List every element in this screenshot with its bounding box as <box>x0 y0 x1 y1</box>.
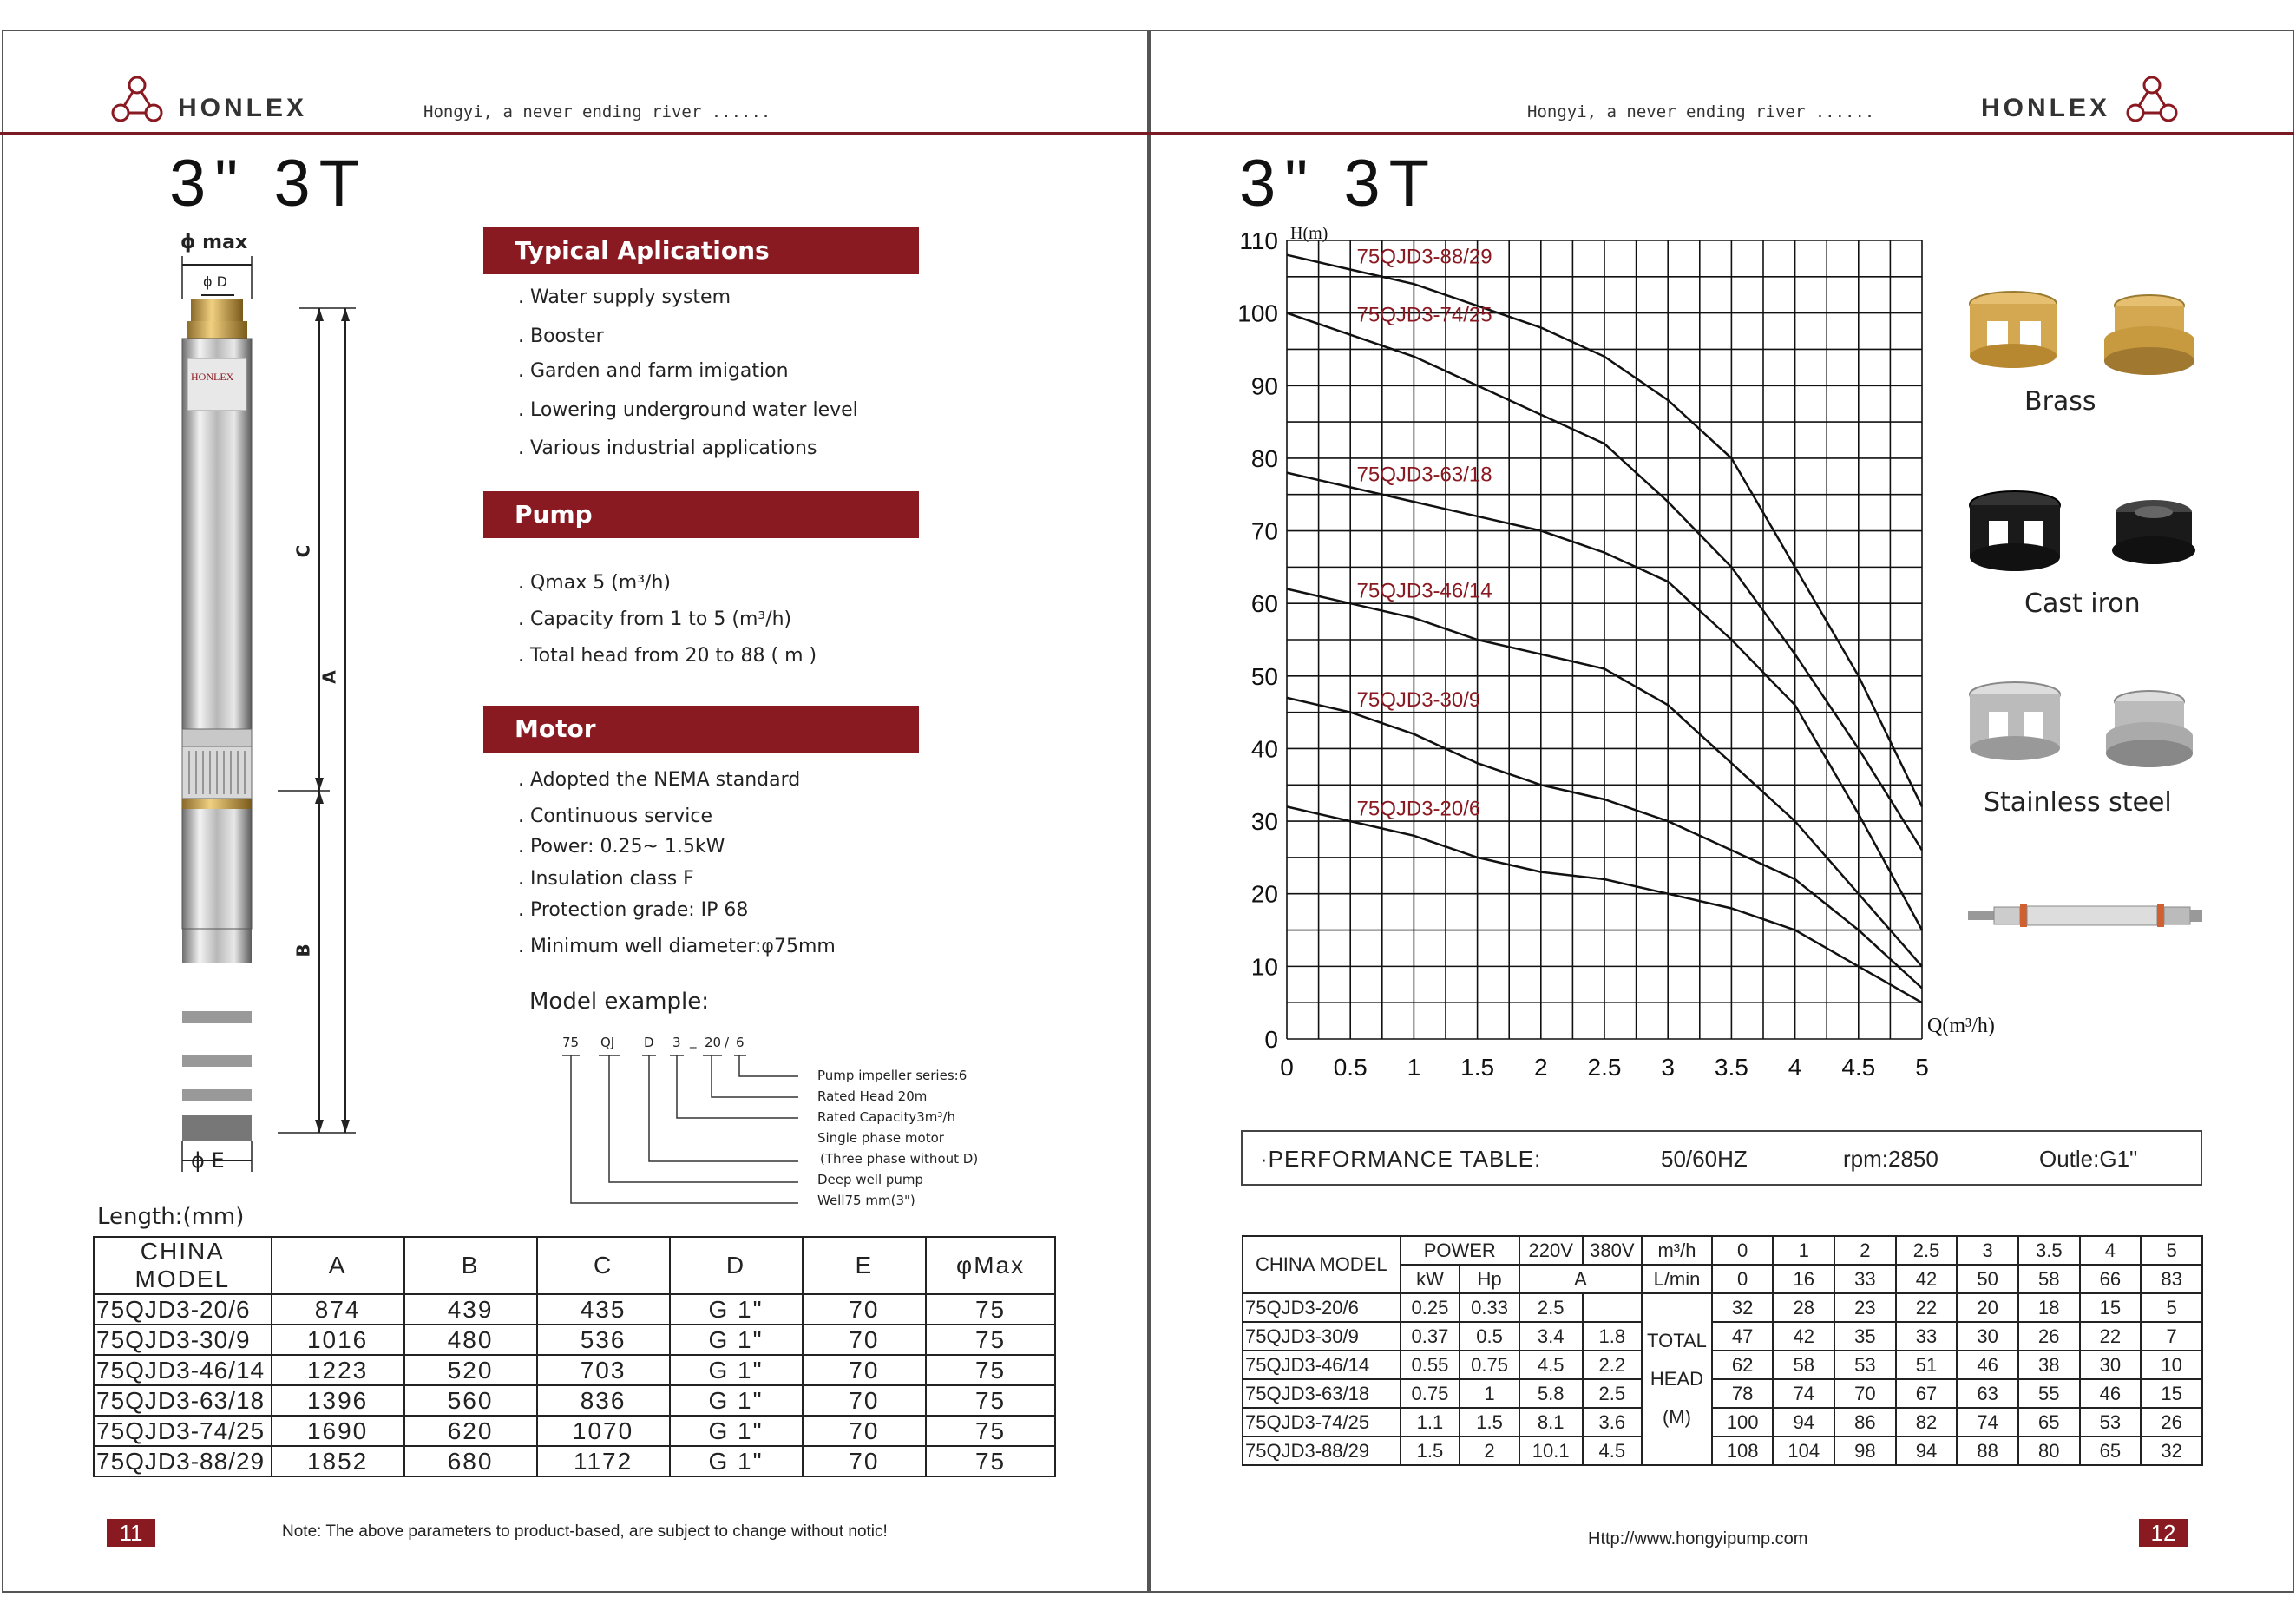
y-tick-label: 100 <box>1237 299 1278 327</box>
x-tick-label: 2 <box>1534 1054 1548 1081</box>
cell: 8.1 <box>1519 1408 1583 1437</box>
q-cell: 1 <box>1773 1236 1834 1265</box>
app-item-3: . Garden and farm imigation <box>518 360 789 382</box>
honlex-logo-icon <box>108 71 169 132</box>
cell: 38 <box>2018 1351 2080 1379</box>
code-slash: / <box>725 1035 730 1050</box>
m-label: (M) <box>1662 1406 1691 1428</box>
col-header: A <box>272 1237 404 1294</box>
y-tick-label: 0 <box>1264 1026 1278 1053</box>
pump-side-image <box>1968 894 2202 937</box>
cell: 536 <box>537 1325 670 1355</box>
cell: 35 <box>1834 1322 1896 1351</box>
pump-diagram <box>148 230 373 1185</box>
cell-model: 75QJD3-20/6 <box>1243 1293 1401 1322</box>
cell: 33 <box>1896 1322 1958 1351</box>
cell: 10 <box>2141 1351 2202 1379</box>
cell: 70 <box>803 1355 927 1385</box>
cell: 30 <box>2080 1351 2142 1379</box>
cell: 520 <box>404 1355 537 1385</box>
app-item-2: . Booster <box>518 325 604 347</box>
motor-item-6: . Minimum well diameter:φ75mm <box>518 936 836 957</box>
cell: 435 <box>537 1294 670 1325</box>
y-axis-label: H(m) <box>1290 224 1328 243</box>
cell: 0.5 <box>1460 1322 1519 1351</box>
code-dash: _ <box>690 1033 697 1049</box>
lmin-cell: 58 <box>2018 1265 2080 1293</box>
cell: 874 <box>272 1294 404 1325</box>
cell: 2.5 <box>1519 1293 1583 1322</box>
tagline-right: Hongyi, a never ending river ...... <box>1527 102 1875 122</box>
x-tick-label: 0 <box>1280 1054 1294 1081</box>
y-tick-label: 50 <box>1250 662 1278 690</box>
cell: 58 <box>1773 1351 1834 1379</box>
cell <box>1583 1293 1643 1322</box>
col-header-lmin: L/min <box>1642 1265 1712 1293</box>
app-item-1: . Water supply system <box>518 286 731 308</box>
x-tick-label: 5 <box>1915 1054 1929 1081</box>
cell: 75QJD3-63/18 <box>94 1385 272 1416</box>
expl-three-phase: (Three phase without D) <box>820 1151 979 1167</box>
page-number-right: 12 <box>2139 1519 2188 1547</box>
code-qj: QJ <box>600 1035 615 1050</box>
footer-note: Note: The above parameters to product-based, are subject to change without notic! <box>282 1522 888 1541</box>
x-axis-label: Q(m³/h) <box>1927 1015 1995 1037</box>
series-label: 75QJD3-30/9 <box>1356 687 1481 712</box>
y-tick-label: 60 <box>1250 590 1278 618</box>
cell: 1172 <box>537 1446 670 1476</box>
model-example-diagram <box>555 1033 1007 1215</box>
pump-plate-label: HONLEX <box>191 371 234 383</box>
col-header-power: POWER <box>1401 1236 1519 1265</box>
cell: 75 <box>926 1355 1055 1385</box>
cell: 53 <box>2080 1408 2142 1437</box>
cell: 80 <box>2018 1437 2080 1465</box>
code-3: 3 <box>672 1035 681 1050</box>
expl-well: Well75 mm(3") <box>817 1193 915 1208</box>
motor-item-5: . Protection grade: IP 68 <box>518 899 749 921</box>
section-title-motor: Motor <box>483 706 919 753</box>
product-label-castiron: Cast iron <box>2024 588 2141 619</box>
cell: 63 <box>1957 1379 2018 1408</box>
table-row <box>1243 1322 2202 1351</box>
cell: 680 <box>404 1446 537 1476</box>
header-rule-left <box>0 132 1147 135</box>
phi-max-label: ϕ max <box>180 232 248 253</box>
cell-model: 75QJD3-74/25 <box>1243 1408 1401 1437</box>
cell: 70 <box>803 1416 927 1446</box>
table-row <box>1243 1379 2202 1408</box>
cell: 78 <box>1712 1379 1774 1408</box>
table-row <box>1243 1408 2202 1437</box>
lmin-cell: 50 <box>1957 1265 2018 1293</box>
series-label: 75QJD3-46/14 <box>1356 579 1492 603</box>
cell: 75 <box>926 1446 1055 1476</box>
code-d: D <box>644 1035 654 1050</box>
website-link[interactable]: Http://www.hongyipump.com <box>1588 1529 1808 1548</box>
head-label: HEAD <box>1650 1368 1704 1390</box>
cell: 703 <box>537 1355 670 1385</box>
cell: 3.4 <box>1519 1322 1583 1351</box>
page-title-left: 3" 3T <box>169 147 369 220</box>
cell: 75 <box>926 1294 1055 1325</box>
cell: 26 <box>2018 1322 2080 1351</box>
performance-table <box>1242 1235 2203 1466</box>
cell: 98 <box>1834 1437 1896 1465</box>
cell: 620 <box>404 1416 537 1446</box>
cell: 0.75 <box>1460 1351 1519 1379</box>
cell: 1 <box>1460 1379 1519 1408</box>
dim-b-label: B <box>292 943 314 957</box>
cell: 0.33 <box>1460 1293 1519 1322</box>
cell: 0.55 <box>1401 1351 1460 1379</box>
cell: 23 <box>1834 1293 1896 1322</box>
x-tick-label: 0.5 <box>1333 1054 1368 1081</box>
cell-model: 75QJD3-30/9 <box>1243 1322 1401 1351</box>
cell: 70 <box>803 1446 927 1476</box>
dim-a-label: A <box>318 670 340 684</box>
cell: 70 <box>803 1325 927 1355</box>
cell: G 1" <box>670 1355 803 1385</box>
cell: 1223 <box>272 1355 404 1385</box>
series-label: 75QJD3-63/18 <box>1356 463 1492 487</box>
cell: 2 <box>1460 1437 1519 1465</box>
table-row <box>1243 1293 2202 1322</box>
table-row <box>1243 1437 2202 1465</box>
product-castiron-images <box>1963 486 2206 582</box>
brand-logo-left <box>108 71 169 132</box>
cell: 7 <box>2141 1322 2202 1351</box>
table-header-row <box>1243 1236 2202 1265</box>
cell: 86 <box>1834 1408 1896 1437</box>
section-title-pump: Pump <box>483 491 919 538</box>
page-number-left: 11 <box>107 1519 155 1547</box>
col-header: B <box>404 1237 537 1294</box>
q-cell: 5 <box>2141 1236 2202 1265</box>
cell: 4.5 <box>1519 1351 1583 1379</box>
col-header: E <box>803 1237 927 1294</box>
cell: 1070 <box>537 1416 670 1446</box>
cell: 32 <box>1712 1293 1774 1322</box>
y-tick-label: 110 <box>1239 227 1278 254</box>
col-header-model: CHINA MODEL <box>1243 1236 1401 1293</box>
cell: 560 <box>404 1385 537 1416</box>
cell: 10.1 <box>1519 1437 1583 1465</box>
cell: 94 <box>1773 1408 1834 1437</box>
x-tick-label: 1 <box>1407 1054 1421 1081</box>
series-label: 75QJD3-74/25 <box>1356 303 1492 327</box>
cell: 5 <box>2141 1293 2202 1322</box>
table-row <box>94 1294 1055 1325</box>
cell: 65 <box>2080 1437 2142 1465</box>
cell: 65 <box>2018 1408 2080 1437</box>
cell: 15 <box>2080 1293 2142 1322</box>
honlex-logo-icon <box>2123 71 2184 132</box>
cell-model: 75QJD3-63/18 <box>1243 1379 1401 1408</box>
cell: 836 <box>537 1385 670 1416</box>
lmin-cell: 0 <box>1712 1265 1774 1293</box>
q-cell: 4 <box>2080 1236 2142 1265</box>
code-75: 75 <box>562 1035 580 1050</box>
dim-c-label: C <box>292 544 314 558</box>
tagline-left: Hongyi, a never ending river ...... <box>423 102 771 122</box>
perf-freq: 50/60HZ <box>1661 1146 1748 1172</box>
cell: 75QJD3-74/25 <box>94 1416 272 1446</box>
cell: 1016 <box>272 1325 404 1355</box>
phi-d-label: ϕ D <box>203 273 227 290</box>
col-header-a: A <box>1519 1265 1642 1293</box>
col-header-380v: 380V <box>1583 1236 1643 1265</box>
cell: 5.8 <box>1519 1379 1583 1408</box>
expl-head: Rated Head 20m <box>817 1088 928 1104</box>
section-title-applications: Typical Aplications <box>483 227 919 274</box>
table-row <box>94 1385 1055 1416</box>
dimension-table <box>93 1236 1056 1477</box>
cell: 74 <box>1773 1379 1834 1408</box>
q-cell: 3 <box>1957 1236 2018 1265</box>
cell: 51 <box>1896 1351 1958 1379</box>
length-label: Length:(mm) <box>97 1204 245 1230</box>
cell: 75QJD3-30/9 <box>94 1325 272 1355</box>
cell: 28 <box>1773 1293 1834 1322</box>
cell: 108 <box>1712 1437 1774 1465</box>
series-label: 75QJD3-88/29 <box>1356 245 1492 269</box>
cell: G 1" <box>670 1325 803 1355</box>
cell: G 1" <box>670 1294 803 1325</box>
cell: 88 <box>1957 1437 2018 1465</box>
y-tick-label: 20 <box>1250 880 1278 908</box>
cell: 439 <box>404 1294 537 1325</box>
cell: 75QJD3-46/14 <box>94 1355 272 1385</box>
cell: 1.8 <box>1583 1322 1643 1351</box>
cell: 1852 <box>272 1446 404 1476</box>
y-tick-label: 90 <box>1250 372 1278 400</box>
x-tick-label: 1.5 <box>1460 1054 1495 1081</box>
q-cell: 0 <box>1712 1236 1774 1265</box>
x-tick-label: 4 <box>1788 1054 1802 1081</box>
cell: 75QJD3-20/6 <box>94 1294 272 1325</box>
page-title-right: 3" 3T <box>1239 147 1439 220</box>
cell: 3.6 <box>1583 1408 1643 1437</box>
brand-name-left: HONLEX <box>178 94 308 122</box>
cell: 75 <box>926 1325 1055 1355</box>
cell: 22 <box>2080 1322 2142 1351</box>
y-tick-label: 40 <box>1250 735 1278 763</box>
cell: 1.5 <box>1401 1437 1460 1465</box>
col-header: C <box>537 1237 670 1294</box>
cell: G 1" <box>670 1416 803 1446</box>
x-tick-label: 4.5 <box>1841 1054 1876 1081</box>
cell: 82 <box>1896 1408 1958 1437</box>
pump-item-2: . Capacity from 1 to 5 (m³/h) <box>518 608 792 630</box>
y-tick-label: 30 <box>1250 808 1278 836</box>
expl-single-phase: Single phase motor <box>817 1130 944 1146</box>
cell: 30 <box>1957 1322 2018 1351</box>
cell: 0.37 <box>1401 1322 1460 1351</box>
total-label: TOTAL <box>1647 1330 1707 1351</box>
cell: 75QJD3-88/29 <box>94 1446 272 1476</box>
q-cell: 3.5 <box>2018 1236 2080 1265</box>
lmin-cell: 33 <box>1834 1265 1896 1293</box>
cell-model: 75QJD3-46/14 <box>1243 1351 1401 1379</box>
app-item-4: . Lowering underground water level <box>518 399 858 421</box>
motor-item-3: . Power: 0.25~ 1.5kW <box>518 836 725 858</box>
col-header: φMax <box>926 1237 1055 1294</box>
brand-logo-right <box>2123 71 2184 132</box>
col-header-m3h: m³/h <box>1642 1236 1712 1265</box>
cell: 26 <box>2141 1408 2202 1437</box>
cell: 2.5 <box>1583 1379 1643 1408</box>
col-header: D <box>670 1237 803 1294</box>
lmin-cell: 83 <box>2141 1265 2202 1293</box>
cell: 75 <box>926 1416 1055 1446</box>
cell: 94 <box>1896 1437 1958 1465</box>
cell: 22 <box>1896 1293 1958 1322</box>
motor-item-2: . Continuous service <box>518 805 713 827</box>
col-header-kw: kW <box>1401 1265 1460 1293</box>
cell: 75 <box>926 1385 1055 1416</box>
cell: 15 <box>2141 1379 2202 1408</box>
code-20: 20 <box>705 1035 722 1050</box>
cell: 67 <box>1896 1379 1958 1408</box>
cell: 2.2 <box>1583 1351 1643 1379</box>
x-tick-label: 2.5 <box>1587 1054 1622 1081</box>
product-brass-images <box>1963 286 2206 382</box>
table-row <box>94 1446 1055 1476</box>
expl-deep-well: Deep well pump <box>817 1172 924 1187</box>
performance-chart-svg <box>1232 221 1995 1081</box>
cell: 74 <box>1957 1408 2018 1437</box>
cell: 32 <box>2141 1437 2202 1465</box>
cell: 4.5 <box>1583 1437 1643 1465</box>
q-cell: 2 <box>1834 1236 1896 1265</box>
cell: 1.1 <box>1401 1408 1460 1437</box>
cell: 18 <box>2018 1293 2080 1322</box>
product-label-brass: Brass <box>2024 386 2096 417</box>
code-6: 6 <box>736 1035 745 1050</box>
cell: 70 <box>803 1385 927 1416</box>
y-tick-label: 80 <box>1250 444 1278 472</box>
cell: 20 <box>1957 1293 2018 1322</box>
app-item-5: . Various industrial applications <box>518 437 817 459</box>
table-row <box>94 1416 1055 1446</box>
series-label: 75QJD3-20/6 <box>1356 797 1481 821</box>
x-tick-label: 3 <box>1661 1054 1675 1081</box>
cell: 0.75 <box>1401 1379 1460 1408</box>
y-tick-label: 10 <box>1250 953 1278 981</box>
brand-name-right: HONLEX <box>1981 94 2111 122</box>
model-example-title: Model example: <box>529 989 709 1015</box>
phi-e-label: ϕ E <box>191 1148 225 1173</box>
cell: 100 <box>1712 1408 1774 1437</box>
cell: 46 <box>1957 1351 2018 1379</box>
cell: 104 <box>1773 1437 1834 1465</box>
table-row <box>94 1325 1055 1355</box>
lmin-cell: 42 <box>1896 1265 1958 1293</box>
total-head-label <box>1642 1293 1712 1465</box>
cell: 55 <box>2018 1379 2080 1408</box>
cell: 47 <box>1712 1322 1774 1351</box>
cell: 480 <box>404 1325 537 1355</box>
cell: 70 <box>803 1294 927 1325</box>
table-row <box>1243 1351 2202 1379</box>
q-cell: 2.5 <box>1896 1236 1958 1265</box>
cell: 46 <box>2080 1379 2142 1408</box>
pump-item-1: . Qmax 5 (m³/h) <box>518 572 671 594</box>
x-tick-label: 3.5 <box>1714 1054 1748 1081</box>
y-tick-label: 70 <box>1250 517 1278 545</box>
table-header-row <box>94 1237 1055 1294</box>
product-label-stainless: Stainless steel <box>1984 787 2172 818</box>
cell: G 1" <box>670 1385 803 1416</box>
cell: 0.25 <box>1401 1293 1460 1322</box>
cell: 70 <box>1834 1379 1896 1408</box>
col-header: CHINA MODEL <box>94 1237 272 1294</box>
header-rule-right <box>1147 132 2294 135</box>
cell-model: 75QJD3-88/29 <box>1243 1437 1401 1465</box>
cell: 1396 <box>272 1385 404 1416</box>
cell: 53 <box>1834 1351 1896 1379</box>
cell: G 1" <box>670 1446 803 1476</box>
cell: 1.5 <box>1460 1408 1519 1437</box>
product-stainless-images <box>1963 677 2206 773</box>
col-header-220v: 220V <box>1519 1236 1583 1265</box>
motor-item-1: . Adopted the NEMA standard <box>518 769 801 791</box>
expl-capacity: Rated Capacity3m³/h <box>817 1109 955 1125</box>
col-header-hp: Hp <box>1460 1265 1519 1293</box>
cell: 42 <box>1773 1322 1834 1351</box>
lmin-cell: 66 <box>2080 1265 2142 1293</box>
performance-header-box <box>1241 1130 2202 1186</box>
perf-title: ·PERFORMANCE TABLE: <box>1260 1146 1542 1172</box>
cell: 62 <box>1712 1351 1774 1379</box>
pump-item-3: . Total head from 20 to 88 ( m ) <box>518 645 817 667</box>
cell: 1690 <box>272 1416 404 1446</box>
perf-rpm: rpm:2850 <box>1843 1146 1938 1172</box>
performance-chart <box>1232 221 1995 1081</box>
perf-outlet: Outle:G1" <box>2039 1146 2138 1172</box>
table-row <box>94 1355 1055 1385</box>
lmin-cell: 16 <box>1773 1265 1834 1293</box>
motor-item-4: . Insulation class F <box>518 868 694 890</box>
expl-impeller: Pump impeller series:6 <box>817 1068 968 1083</box>
